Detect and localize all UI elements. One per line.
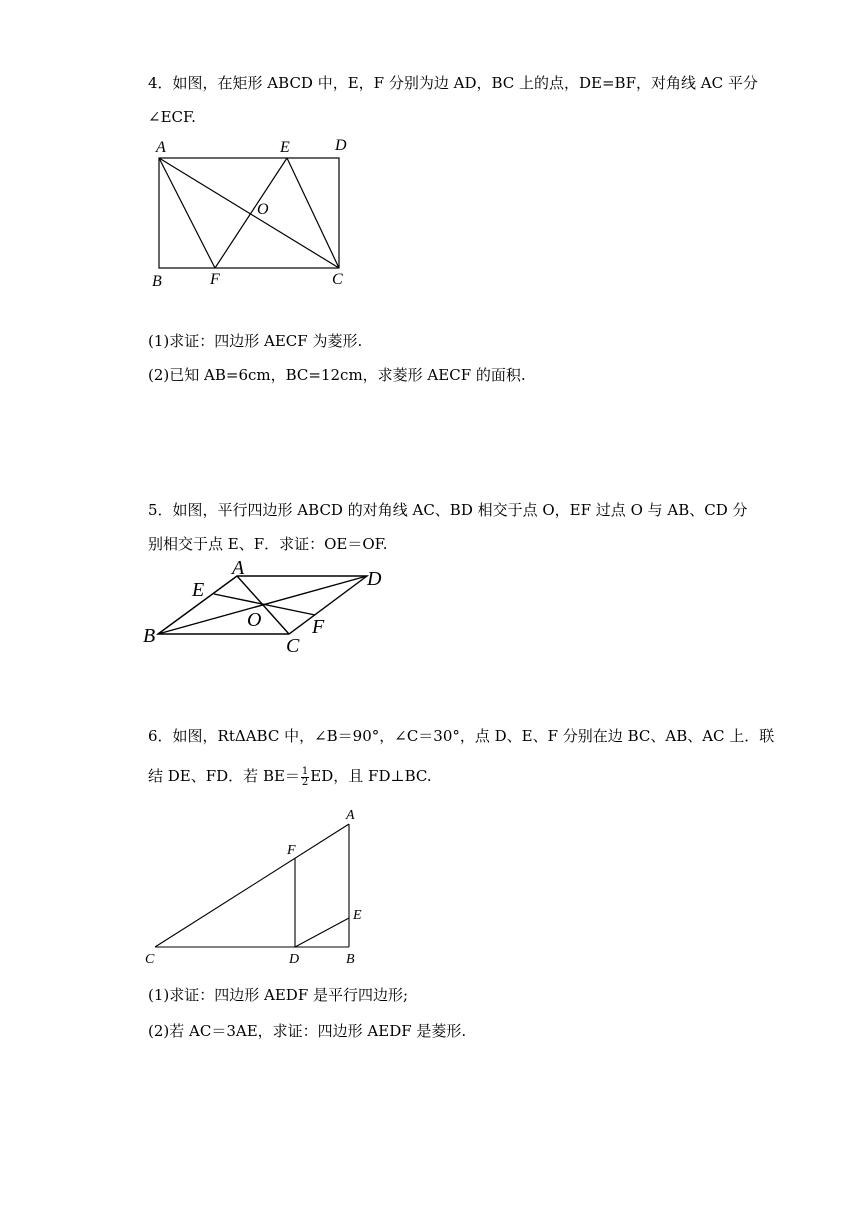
q5-label-a: A [232, 557, 245, 579]
q6-triangle-figure [140, 800, 380, 970]
q5-label-d: D [367, 568, 382, 590]
q6-label-b: B [346, 952, 355, 967]
q4-part1: (1)求证：四边形 AECF 为菱形. [148, 332, 363, 350]
q6-label-a: A [346, 808, 355, 823]
q4-label-b: B [152, 273, 162, 290]
q5-label-e: E [192, 579, 205, 601]
q6-label-f: F [287, 843, 296, 858]
q5-label-b: B [143, 625, 156, 647]
q4-stem-line1: 4．如图，在矩形 ABCD 中，E，F 分别为边 AD，BC 上的点，DE=BF，对角线 AC 平分 [148, 74, 758, 92]
q6-fraction [301, 767, 309, 788]
q6-fraction-denominator: 2 [301, 776, 309, 788]
q6-label-e: E [353, 908, 362, 923]
q5-parallelogram-figure [140, 558, 400, 658]
q4-stem-line2: ∠ECF. [148, 108, 196, 126]
q5-label-f: F [312, 616, 325, 638]
q6-stem-line1: 6．如图，RtΔABC 中，∠B＝90°，∠C＝30°，点 D、E、F 分别在边 BC、AB、AC 上．联 [148, 727, 775, 745]
q4-label-e: E [280, 139, 290, 156]
q5-label-c: C [286, 635, 300, 657]
q6-part2: (2)若 AC＝3AE，求证：四边形 AEDF 是菱形. [148, 1022, 467, 1040]
q4-label-a: A [156, 139, 166, 156]
q6-stem-line2 [148, 764, 432, 788]
q4-label-d: D [335, 137, 347, 154]
q6-label-d: D [289, 952, 300, 967]
q4-label-f: F [210, 271, 220, 288]
q6-part1: (1)求证：四边形 AEDF 是平行四边形; [148, 986, 409, 1004]
q6-stem-line2-post: ED，且 FD⊥BC. [310, 767, 432, 785]
q4-label-c: C [332, 271, 343, 288]
q5-label-o: O [247, 609, 262, 631]
q6-fraction-numerator: 1 [301, 765, 309, 777]
q4-label-o: O [257, 201, 269, 218]
q4-rectangle-figure [140, 134, 370, 294]
q5-stem-line2: 别相交于点 E、F．求证：OE＝OF. [148, 535, 388, 553]
q4-part2: (2)已知 AB=6cm，BC=12cm，求菱形 AECF 的面积. [148, 366, 526, 384]
q5-stem-line1: 5．如图，平行四边形 ABCD 的对角线 AC、BD 相交于点 O，EF 过点 O 与 AB、CD 分 [148, 501, 748, 519]
q6-label-c: C [145, 952, 155, 967]
q6-stem-line2-pre: 结 DE、FD．若 BE＝ [148, 767, 300, 785]
